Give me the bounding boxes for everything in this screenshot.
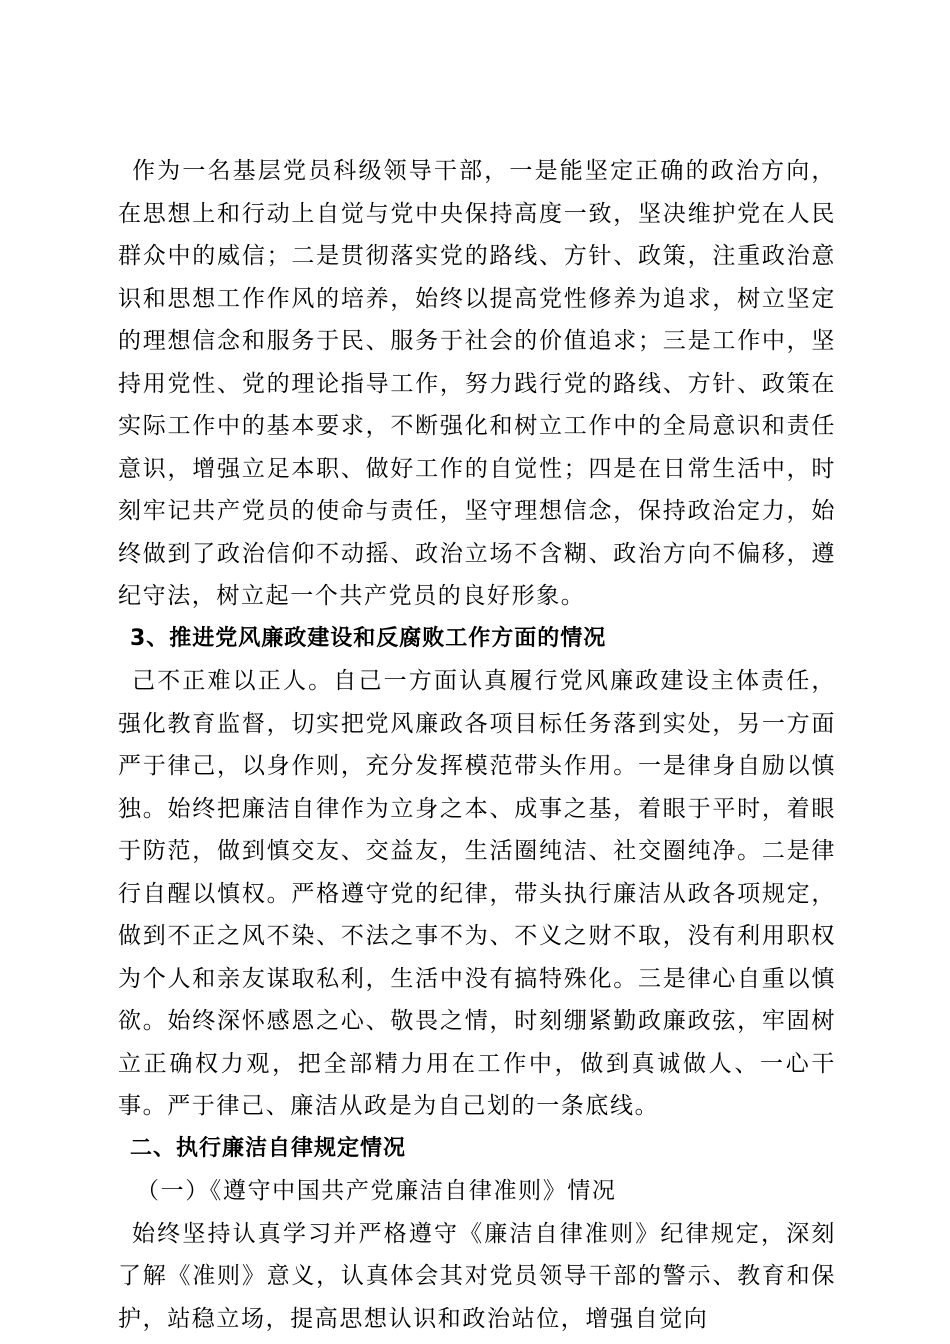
heading-anti-corruption: 3、推进党风廉政建设和反腐败工作方面的情况 — [130, 625, 607, 651]
subheading-integrity-rules: （一）《遵守中国共产党廉洁自律准则》情况 — [136, 1178, 617, 1204]
paragraph-study-rules: 始终坚持认真学习并严格遵守《廉洁自律准则》纪律规定，深刻了解《准则》意义，认真体会其对党员领导干部的警示、教育和保护，站稳立场，提高思想认识和政治站位，增强自觉向 — [118, 1220, 836, 1332]
heading-section-two: 二、执行廉洁自律规定情况 — [130, 1135, 407, 1161]
paragraph-political-direction: 作为一名基层党员科级领导干部，一是能坚定正确的政治方向，在思想上和行动上自觉与党中央保持高度一致，坚决维护党在人民群众中的威信；二是贯彻落实党的路线、方针、政策，注重政治意识和思想工作作风的培养，始终以提高党性修养为追求，树立坚定的理想信念和服务于民、服务于社会的价值追求；三是工作中，坚持用党性、党的理论指导工作，努力践行党的路线、方针、政策在实际工作中的基本要求，不断强化和树立工作中的全局意识和责任意识，增强立足本职、做好工作的自觉性；四是在日常生活中，时刻牢记共产党员的使命与责任，坚守理想信念，保持政治定力，始终做到了政治信仰不动摇、政治立场不含糊、政治方向不偏移，遵纪守法，树立起一个共产党员的良好形象。 — [118, 158, 836, 609]
document-body — [118, 150, 836, 1340]
paragraph-self-discipline: 己不正难以正人。自己一方面认真履行党风廉政建设主体责任，强化教育监督，切实把党风廉政各项目标任务落到实处，另一方面严于律己，以身作则，充分发挥模范带头作用。一是律身自励以慎独。始终把廉洁自律作为立身之本、成事之基，着眼于平时，着眼于防范，做到慎交友、交益友，生活圈纯洁、社交圈纯净。二是律行自醒以慎权。严格遵守党的纪律，带头执行廉洁从政各项规定，做到不正之风不染、不法之事不为、不义之财不取，没有利用职权为个人和亲友谋取私利，生活中没有搞特殊化。三是律心自重以慎欲。始终深怀感恩之心、敬畏之情，时刻绷紧勤政廉政弦，牢固树立正确权力观，把全部精力用在工作中，做到真诚做人、一心干事。严于律己、廉洁从政是为自己划的一条底线。 — [118, 668, 836, 1119]
